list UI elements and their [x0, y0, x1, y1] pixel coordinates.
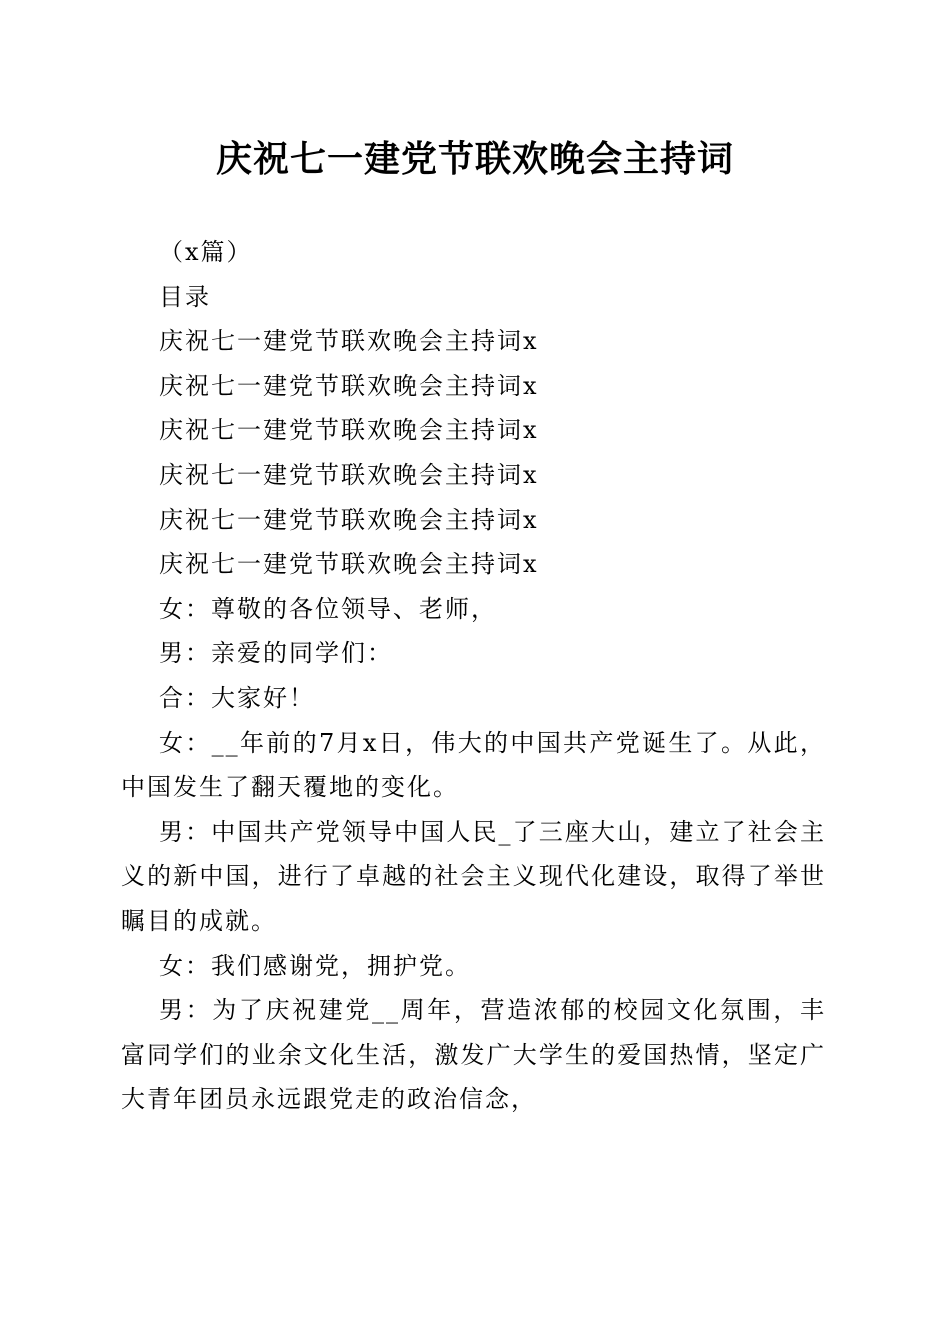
- document-body: [121, 230, 826, 1122]
- document-title: 庆祝七一建党节联欢晚会主持词: [215, 138, 734, 180]
- subtitle: （x篇）: [159, 238, 253, 266]
- toc-item: 庆祝七一建党节联欢晚会主持词x: [159, 505, 539, 534]
- paragraph: 男：中国共产党领导中国人民_了三座大山，建立了社会主义的新中国，进行了卓越的社会主义现代化建设，取得了举世瞩目的成就。: [121, 817, 826, 935]
- toc-item: 庆祝七一建党节联欢晚会主持词x: [159, 460, 539, 489]
- toc-item: 庆祝七一建党节联欢晚会主持词x: [159, 371, 539, 400]
- paragraph: 女：__年前的7月x日，伟大的中国共产党诞生了。从此，中国发生了翻天覆地的变化。: [121, 728, 826, 802]
- paragraph: 男：为了庆祝建党__周年，营造浓郁的校园文化氛围，丰富同学们的业余文化生活，激发广大学生的爱国热情，坚定广大青年团员永远跟党走的政治信念，: [121, 996, 826, 1114]
- paragraph: 女：我们感谢党，拥护党。: [159, 951, 471, 980]
- paragraph: 女：尊敬的各位领导、老师，: [159, 594, 497, 623]
- toc-item: 庆祝七一建党节联欢晚会主持词x: [159, 327, 539, 356]
- paragraph: 男：亲爱的同学们：: [159, 639, 393, 668]
- toc-heading: 目录: [159, 282, 211, 311]
- toc-item: 庆祝七一建党节联欢晚会主持词x: [159, 550, 539, 579]
- paragraph: 合：大家好！: [159, 683, 315, 712]
- toc-item: 庆祝七一建党节联欢晚会主持词x: [159, 416, 539, 445]
